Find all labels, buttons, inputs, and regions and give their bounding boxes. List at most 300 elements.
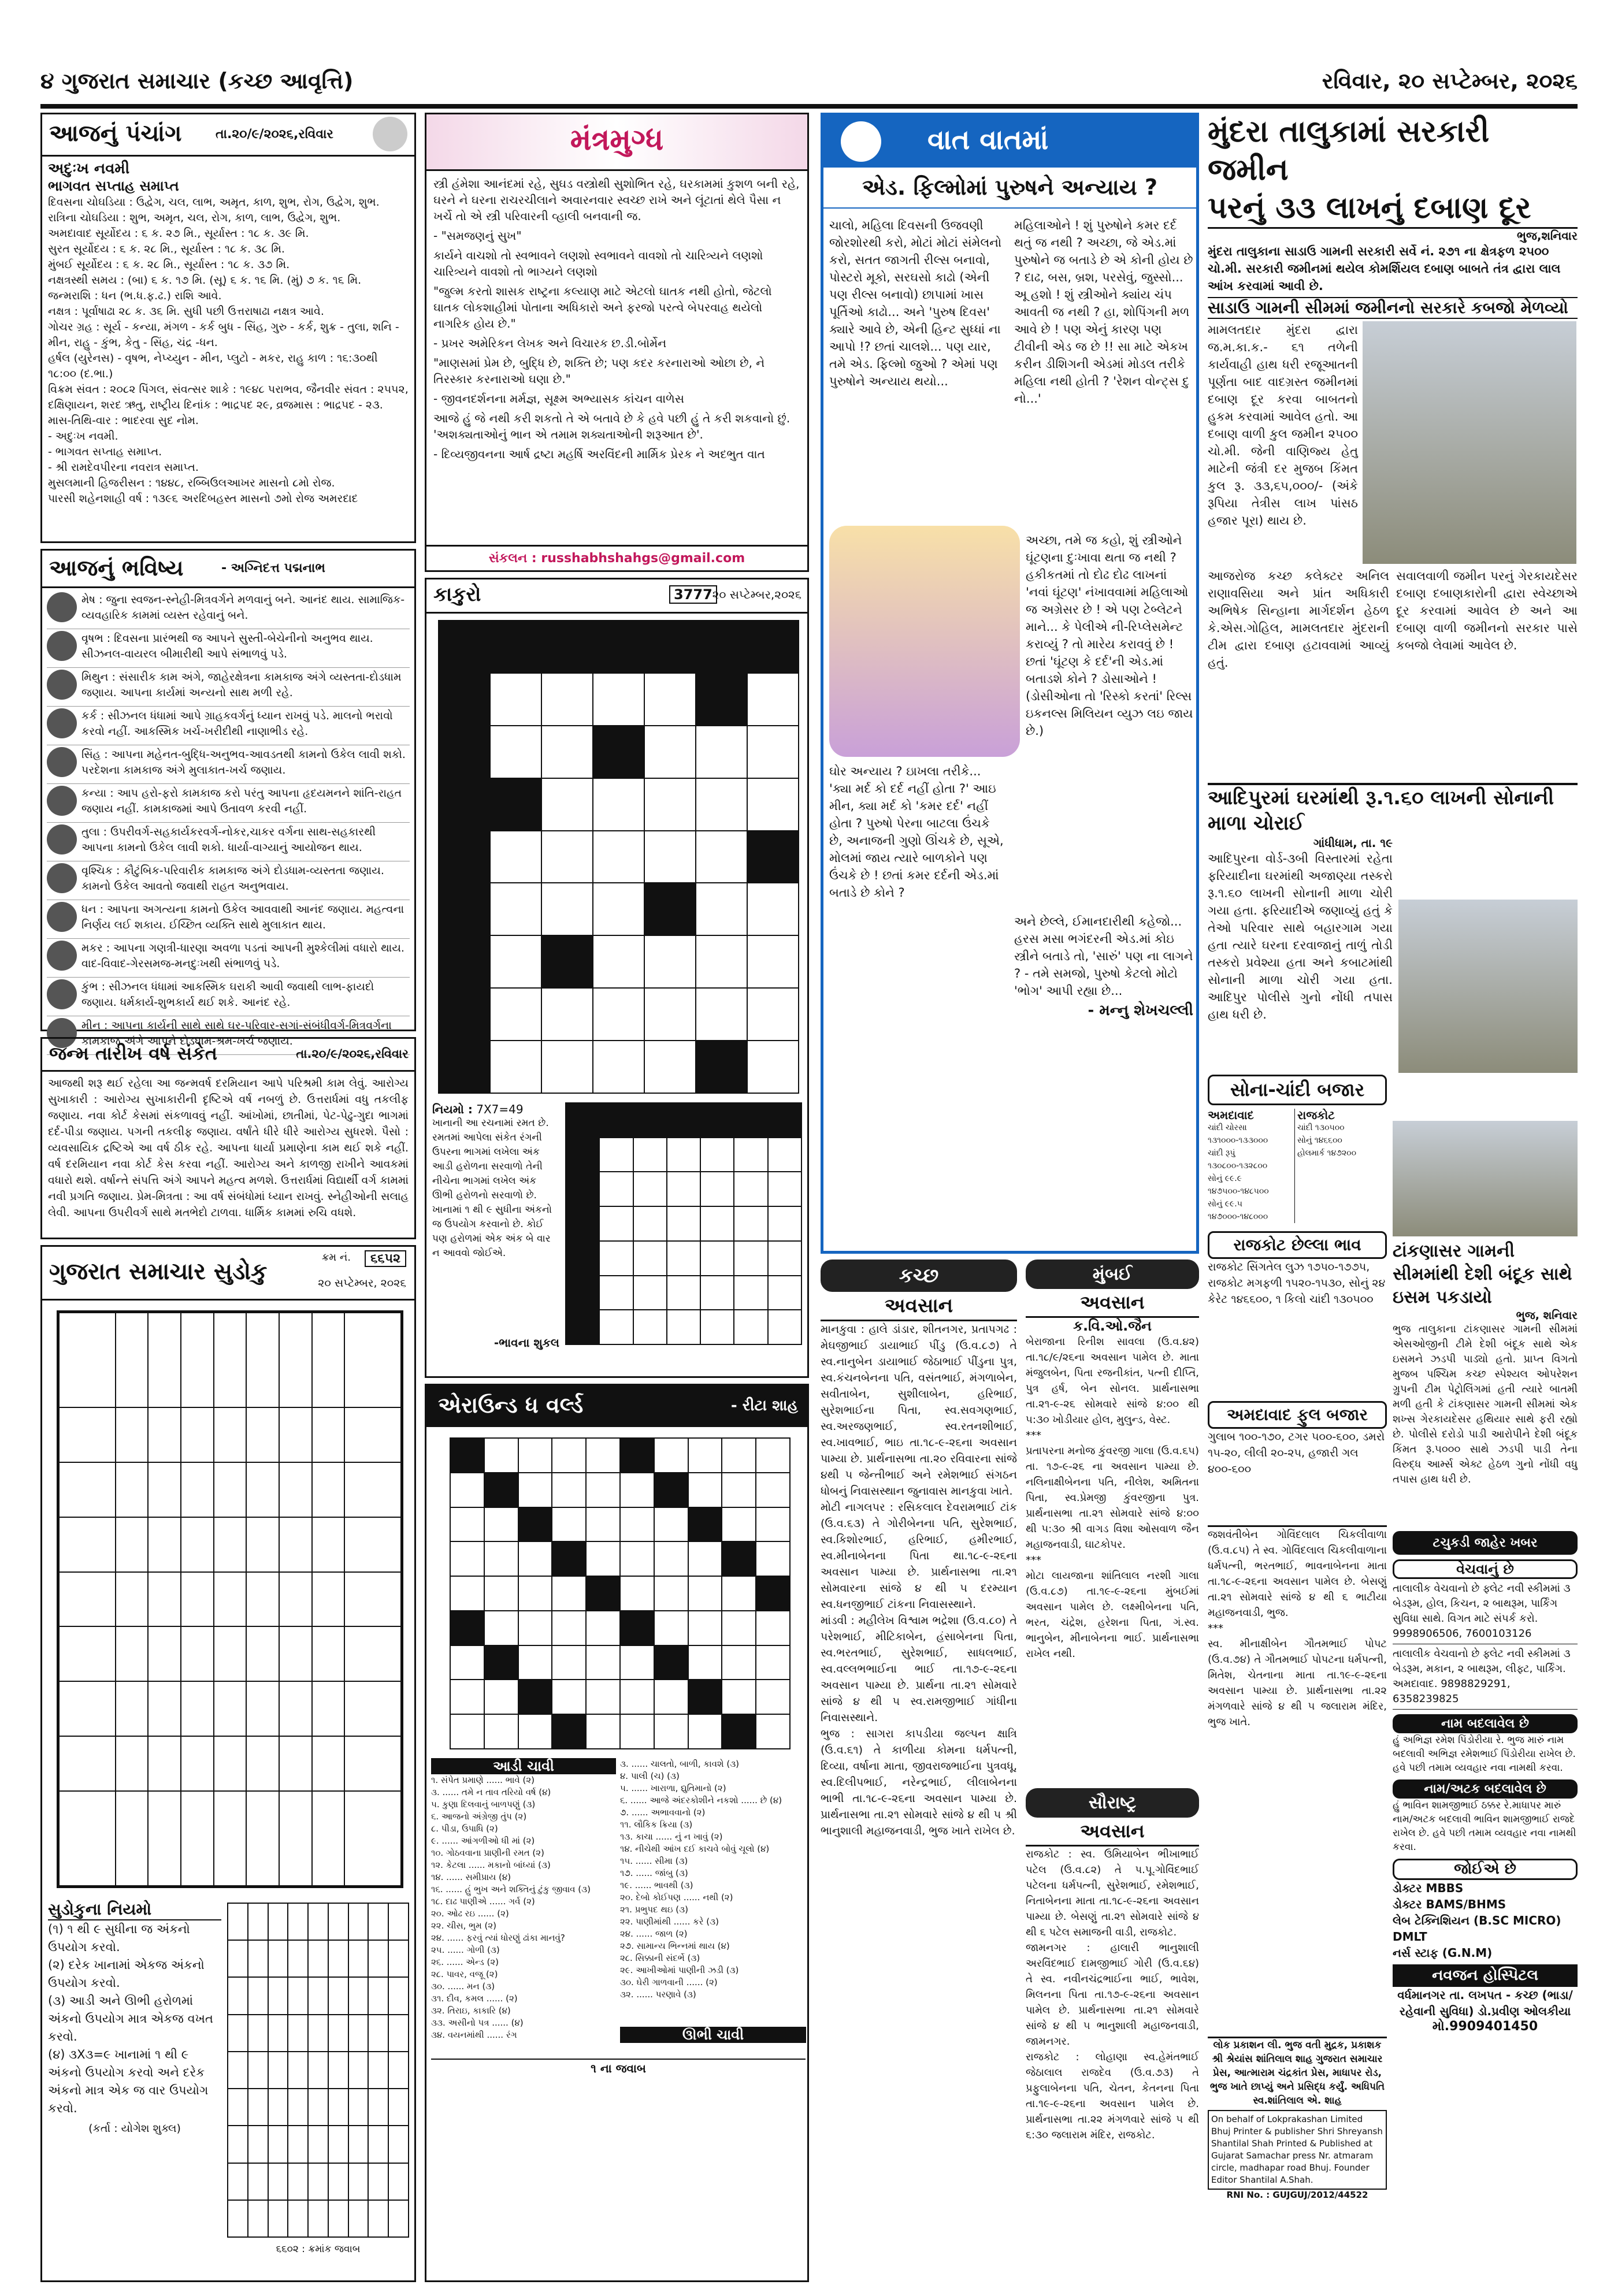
grid-cell[interactable] [593,935,644,988]
grid-cell[interactable] [654,1473,688,1507]
grid-cell[interactable] [214,1517,247,1572]
grid-cell[interactable] [181,1791,214,1887]
grid-cell[interactable] [700,1172,734,1206]
grid-cell[interactable] [688,1438,722,1473]
grid-cell[interactable] [279,1736,312,1791]
grid-cell[interactable] [312,1312,345,1408]
grid-cell[interactable] [268,1977,288,2014]
grid-cell[interactable] [268,2052,288,2089]
grid-cell[interactable] [312,1407,345,1462]
grid-cell[interactable] [246,1791,279,1887]
grid-cell[interactable] [348,1903,369,1940]
grid-cell[interactable] [228,2015,248,2052]
grid-cell[interactable] [288,1977,308,2014]
grid-cell[interactable] [490,1041,541,1093]
grid-cell[interactable] [58,1572,116,1627]
grid-cell[interactable] [667,1172,700,1206]
grid-cell[interactable] [768,1241,801,1276]
grid-cell[interactable] [279,1312,312,1408]
grid-cell[interactable] [279,1407,312,1462]
grid-cell[interactable] [688,1541,722,1576]
grid-cell[interactable] [566,1172,599,1206]
grid-cell[interactable] [747,778,799,831]
grid-cell[interactable] [756,1507,790,1542]
grid-cell[interactable] [633,1310,667,1344]
grid-cell[interactable] [279,1681,312,1736]
grid-cell[interactable] [312,1462,345,1517]
grid-cell[interactable] [756,1611,790,1645]
grid-cell[interactable] [633,1138,667,1172]
grid-cell[interactable] [181,1517,214,1572]
grid-cell[interactable] [388,1940,409,1977]
grid-cell[interactable] [599,1138,633,1172]
grid-cell[interactable] [116,1572,149,1627]
grid-cell[interactable] [756,1680,790,1714]
grid-cell[interactable] [586,1714,620,1749]
grid-cell[interactable] [308,2200,328,2237]
grid-cell[interactable] [58,1462,116,1517]
grid-cell[interactable] [58,1791,116,1887]
grid-cell[interactable] [148,1791,181,1887]
grid-cell[interactable] [599,1206,633,1241]
grid-cell[interactable] [58,1312,116,1408]
grid-cell[interactable] [620,1645,654,1680]
grid-cell[interactable] [734,1172,767,1206]
grid-cell[interactable] [654,1541,688,1576]
grid-cell[interactable] [181,1407,214,1462]
grid-cell[interactable] [368,2089,388,2126]
grid-cell[interactable] [181,1681,214,1736]
grid-cell[interactable] [344,1681,402,1736]
grid-cell[interactable] [586,1438,620,1473]
grid-cell[interactable] [644,935,696,988]
grid-cell[interactable] [484,1473,518,1507]
grid-cell[interactable] [552,1473,586,1507]
grid-cell[interactable] [439,726,490,778]
grid-cell[interactable] [450,1680,484,1714]
grid-cell[interactable] [388,2163,409,2200]
grid-cell[interactable] [552,1576,586,1611]
grid-cell[interactable] [734,1138,767,1172]
grid-cell[interactable] [722,1541,756,1576]
grid-cell[interactable] [541,621,593,673]
grid-cell[interactable] [228,2052,248,2089]
grid-cell[interactable] [328,1903,348,1940]
grid-cell[interactable] [490,988,541,1041]
grid-cell[interactable] [734,1206,767,1241]
grid-cell[interactable] [288,2126,308,2163]
grid-cell[interactable] [308,2126,328,2163]
grid-cell[interactable] [181,1312,214,1408]
grid-cell[interactable] [116,1626,149,1681]
grid-cell[interactable] [620,1680,654,1714]
grid-cell[interactable] [248,1977,268,2014]
grid-cell[interactable] [268,1940,288,1977]
grid-cell[interactable] [700,1241,734,1276]
grid-cell[interactable] [667,1103,700,1138]
grid-cell[interactable] [490,726,541,778]
grid-cell[interactable] [599,1310,633,1344]
grid-cell[interactable] [439,621,490,673]
grid-cell[interactable] [593,988,644,1041]
grid-cell[interactable] [450,1541,484,1576]
grid-cell[interactable] [644,726,696,778]
grid-cell[interactable] [566,1138,599,1172]
grid-cell[interactable] [566,1310,599,1344]
grid-cell[interactable] [450,1645,484,1680]
grid-cell[interactable] [148,1462,181,1517]
grid-cell[interactable] [586,1507,620,1542]
grid-cell[interactable] [734,1103,767,1138]
grid-cell[interactable] [756,1473,790,1507]
grid-cell[interactable] [696,621,747,673]
grid-cell[interactable] [484,1507,518,1542]
grid-cell[interactable] [248,1940,268,1977]
grid-cell[interactable] [268,2200,288,2237]
grid-cell[interactable] [620,1438,654,1473]
grid-cell[interactable] [368,1977,388,2014]
grid-cell[interactable] [722,1680,756,1714]
grid-cell[interactable] [747,831,799,883]
grid-cell[interactable] [228,2163,248,2200]
grid-cell[interactable] [756,1645,790,1680]
grid-cell[interactable] [181,1626,214,1681]
grid-cell[interactable] [700,1276,734,1310]
grid-cell[interactable] [518,1714,552,1749]
grid-cell[interactable] [654,1576,688,1611]
grid-cell[interactable] [700,1138,734,1172]
grid-cell[interactable] [566,1276,599,1310]
grid-cell[interactable] [148,1517,181,1572]
grid-cell[interactable] [696,883,747,935]
grid-cell[interactable] [644,778,696,831]
grid-cell[interactable] [541,726,593,778]
grid-cell[interactable] [541,778,593,831]
grid-cell[interactable] [279,1791,312,1887]
grid-cell[interactable] [566,1241,599,1276]
grid-cell[interactable] [228,2089,248,2126]
grid-cell[interactable] [747,621,799,673]
grid-cell[interactable] [768,1310,801,1344]
grid-cell[interactable] [696,988,747,1041]
grid-cell[interactable] [116,1517,149,1572]
grid-cell[interactable] [328,2163,348,2200]
grid-cell[interactable] [246,1736,279,1791]
grid-cell[interactable] [368,1903,388,1940]
grid-cell[interactable] [388,2200,409,2237]
grid-cell[interactable] [722,1438,756,1473]
grid-cell[interactable] [593,1041,644,1093]
grid-cell[interactable] [599,1172,633,1206]
grid-cell[interactable] [484,1438,518,1473]
grid-cell[interactable] [214,1462,247,1517]
grid-cell[interactable] [768,1103,801,1138]
grid-cell[interactable] [439,883,490,935]
grid-cell[interactable] [747,988,799,1041]
grid-cell[interactable] [654,1611,688,1645]
grid-cell[interactable] [696,778,747,831]
grid-cell[interactable] [696,673,747,726]
grid-cell[interactable] [586,1541,620,1576]
grid-cell[interactable] [344,1462,402,1517]
grid-cell[interactable] [288,2200,308,2237]
grid-cell[interactable] [308,1977,328,2014]
grid-cell[interactable] [518,1680,552,1714]
grid-cell[interactable] [541,988,593,1041]
grid-cell[interactable] [181,1572,214,1627]
grid-cell[interactable] [248,2052,268,2089]
grid-cell[interactable] [368,2163,388,2200]
grid-cell[interactable] [308,1903,328,1940]
grid-cell[interactable] [756,1714,790,1749]
grid-cell[interactable] [312,1736,345,1791]
grid-cell[interactable] [268,2126,288,2163]
grid-cell[interactable] [756,1541,790,1576]
grid-cell[interactable] [368,2015,388,2052]
grid-cell[interactable] [279,1572,312,1627]
grid-cell[interactable] [620,1507,654,1542]
grid-cell[interactable] [552,1438,586,1473]
grid-cell[interactable] [348,1940,369,1977]
grid-cell[interactable] [344,1312,402,1408]
grid-cell[interactable] [439,1041,490,1093]
grid-cell[interactable] [344,1736,402,1791]
grid-cell[interactable] [246,1312,279,1408]
grid-cell[interactable] [116,1791,149,1887]
grid-cell[interactable] [696,935,747,988]
grid-cell[interactable] [439,831,490,883]
grid-cell[interactable] [696,1041,747,1093]
grid-cell[interactable] [214,1312,247,1408]
grid-cell[interactable] [644,988,696,1041]
grid-cell[interactable] [747,726,799,778]
grid-cell[interactable] [593,778,644,831]
grid-cell[interactable] [599,1241,633,1276]
grid-cell[interactable] [148,1407,181,1462]
grid-cell[interactable] [667,1138,700,1172]
grid-cell[interactable] [148,1572,181,1627]
grid-cell[interactable] [722,1473,756,1507]
grid-cell[interactable] [620,1714,654,1749]
grid-cell[interactable] [654,1680,688,1714]
grid-cell[interactable] [633,1276,667,1310]
grid-cell[interactable] [388,2126,409,2163]
grid-cell[interactable] [633,1241,667,1276]
grid-cell[interactable] [58,1736,116,1791]
grid-cell[interactable] [214,1572,247,1627]
grid-cell[interactable] [722,1714,756,1749]
grid-cell[interactable] [279,1626,312,1681]
grid-cell[interactable] [439,988,490,1041]
grid-cell[interactable] [328,2015,348,2052]
grid-cell[interactable] [667,1276,700,1310]
grid-cell[interactable] [756,1576,790,1611]
grid-cell[interactable] [696,831,747,883]
grid-cell[interactable] [518,1611,552,1645]
grid-cell[interactable] [700,1103,734,1138]
grid-cell[interactable] [688,1473,722,1507]
grid-cell[interactable] [439,778,490,831]
grid-cell[interactable] [58,1626,116,1681]
grid-cell[interactable] [388,1977,409,2014]
grid-cell[interactable] [348,2200,369,2237]
grid-cell[interactable] [688,1507,722,1542]
grid-cell[interactable] [348,2126,369,2163]
grid-cell[interactable] [541,1041,593,1093]
grid-cell[interactable] [518,1438,552,1473]
grid-cell[interactable] [654,1645,688,1680]
grid-cell[interactable] [388,1903,409,1940]
grid-cell[interactable] [214,1407,247,1462]
grid-cell[interactable] [566,1206,599,1241]
grid-cell[interactable] [268,1903,288,1940]
grid-cell[interactable] [644,673,696,726]
grid-cell[interactable] [248,2163,268,2200]
grid-cell[interactable] [148,1681,181,1736]
grid-cell[interactable] [586,1611,620,1645]
grid-cell[interactable] [248,1903,268,1940]
grid-cell[interactable] [620,1611,654,1645]
grid-cell[interactable] [768,1276,801,1310]
grid-cell[interactable] [541,935,593,988]
grid-cell[interactable] [688,1611,722,1645]
grid-cell[interactable] [279,1462,312,1517]
grid-cell[interactable] [214,1736,247,1791]
grid-cell[interactable] [688,1576,722,1611]
grid-cell[interactable] [268,2163,288,2200]
grid-cell[interactable] [633,1172,667,1206]
grid-cell[interactable] [722,1611,756,1645]
grid-cell[interactable] [747,883,799,935]
grid-cell[interactable] [593,831,644,883]
grid-cell[interactable] [450,1473,484,1507]
grid-cell[interactable] [722,1507,756,1542]
grid-cell[interactable] [552,1507,586,1542]
grid-cell[interactable] [768,1206,801,1241]
grid-cell[interactable] [246,1462,279,1517]
grid-cell[interactable] [344,1407,402,1462]
grid-cell[interactable] [246,1407,279,1462]
grid-cell[interactable] [246,1572,279,1627]
grid-cell[interactable] [312,1681,345,1736]
grid-cell[interactable] [552,1680,586,1714]
grid-cell[interactable] [388,2015,409,2052]
grid-cell[interactable] [328,1940,348,1977]
grid-cell[interactable] [116,1462,149,1517]
grid-cell[interactable] [148,1312,181,1408]
grid-cell[interactable] [667,1206,700,1241]
grid-cell[interactable] [599,1103,633,1138]
grid-cell[interactable] [654,1438,688,1473]
grid-cell[interactable] [228,1940,248,1977]
grid-cell[interactable] [348,2015,369,2052]
grid-cell[interactable] [620,1576,654,1611]
grid-cell[interactable] [268,2089,288,2126]
grid-cell[interactable] [518,1507,552,1542]
grid-cell[interactable] [450,1576,484,1611]
grid-cell[interactable] [700,1206,734,1241]
grid-cell[interactable] [344,1791,402,1887]
grid-cell[interactable] [667,1310,700,1344]
grid-cell[interactable] [248,2126,268,2163]
grid-cell[interactable] [484,1645,518,1680]
grid-cell[interactable] [722,1645,756,1680]
grid-cell[interactable] [288,2052,308,2089]
grid-cell[interactable] [490,935,541,988]
grid-cell[interactable] [328,2200,348,2237]
grid-cell[interactable] [644,831,696,883]
grid-cell[interactable] [116,1736,149,1791]
grid-cell[interactable] [228,2126,248,2163]
grid-cell[interactable] [368,2052,388,2089]
grid-cell[interactable] [328,2052,348,2089]
grid-cell[interactable] [279,1517,312,1572]
grid-cell[interactable] [633,1103,667,1138]
grid-cell[interactable] [116,1407,149,1462]
grid-cell[interactable] [586,1473,620,1507]
grid-cell[interactable] [344,1626,402,1681]
grid-cell[interactable] [328,2126,348,2163]
grid-cell[interactable] [518,1473,552,1507]
grid-cell[interactable] [688,1714,722,1749]
grid-cell[interactable] [552,1645,586,1680]
grid-cell[interactable] [344,1572,402,1627]
grid-cell[interactable] [214,1681,247,1736]
grid-cell[interactable] [747,1041,799,1093]
grid-cell[interactable] [58,1681,116,1736]
grid-cell[interactable] [700,1310,734,1344]
grid-cell[interactable] [308,2163,328,2200]
grid-cell[interactable] [484,1714,518,1749]
grid-cell[interactable] [484,1576,518,1611]
grid-cell[interactable] [696,726,747,778]
grid-cell[interactable] [747,935,799,988]
grid-cell[interactable] [599,1276,633,1310]
grid-cell[interactable] [734,1276,767,1310]
grid-cell[interactable] [518,1645,552,1680]
grid-cell[interactable] [148,1736,181,1791]
grid-cell[interactable] [450,1438,484,1473]
grid-cell[interactable] [484,1611,518,1645]
grid-cell[interactable] [348,2089,369,2126]
grid-cell[interactable] [248,2200,268,2237]
grid-cell[interactable] [439,935,490,988]
grid-cell[interactable] [312,1517,345,1572]
grid-cell[interactable] [654,1714,688,1749]
grid-cell[interactable] [490,621,541,673]
grid-cell[interactable] [756,1438,790,1473]
grid-cell[interactable] [308,2089,328,2126]
grid-cell[interactable] [388,2052,409,2089]
grid-cell[interactable] [552,1611,586,1645]
grid-cell[interactable] [586,1680,620,1714]
grid-cell[interactable] [246,1681,279,1736]
grid-cell[interactable] [58,1407,116,1462]
grid-cell[interactable] [228,2200,248,2237]
grid-cell[interactable] [288,1903,308,1940]
grid-cell[interactable] [747,673,799,726]
grid-cell[interactable] [388,2089,409,2126]
grid-cell[interactable] [348,1977,369,2014]
grid-cell[interactable] [288,2015,308,2052]
grid-cell[interactable] [328,1977,348,2014]
grid-cell[interactable] [214,1626,247,1681]
grid-cell[interactable] [328,2089,348,2126]
grid-cell[interactable] [312,1791,345,1887]
grid-cell[interactable] [768,1138,801,1172]
grid-cell[interactable] [541,673,593,726]
grid-cell[interactable] [288,1940,308,1977]
